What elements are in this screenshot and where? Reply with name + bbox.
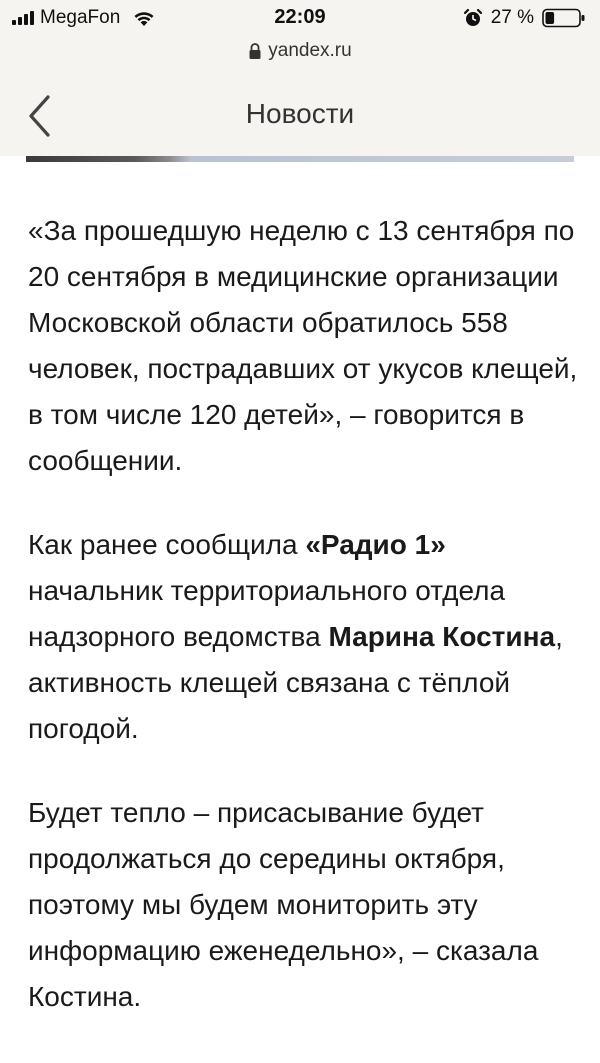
battery-percentage: 27 %: [490, 7, 534, 28]
battery-icon: [542, 8, 586, 28]
address-bar[interactable]: [0, 36, 600, 74]
lock-icon: [248, 42, 262, 60]
alarm-clock-icon: [463, 8, 483, 28]
navigation-bar: [0, 74, 600, 156]
status-right: [463, 6, 586, 30]
url-text: yandex.ru: [268, 40, 352, 61]
article-paragraph: «За прошедшую неделю с 13 сентября по 20 сентября в медицинские организации Московской области обратилось 558 человек, пострадавших от укусов клещей, в том числе 120 детей», – говорится в сообщении.: [28, 215, 578, 476]
paragraph-text: , активность клещей связана с тёплой погодой.: [28, 621, 563, 744]
status-bar: [0, 0, 600, 36]
article-paragraph: Будет тепло – присасывание будет продолжаться до середины октября, поэтому мы будем мониторить эту информацию еженедельно», – сказала Костина.: [28, 797, 539, 1012]
carrier-name: MegaFon: [40, 7, 121, 28]
paragraph-text: начальник территориального отдела надзорного ведомства: [28, 575, 506, 652]
article-body: [28, 208, 580, 1058]
article-paragraph: [28, 522, 580, 752]
page-title: Новости: [245, 98, 355, 129]
source-name: «Радио 1»: [305, 529, 446, 560]
address-bar-content: [248, 36, 351, 66]
article-image-edge: [26, 156, 574, 162]
person-name: Марина Костина: [328, 621, 556, 652]
status-time: 22:09: [274, 6, 326, 28]
paragraph-text: Как ранее сообщила: [28, 529, 306, 560]
